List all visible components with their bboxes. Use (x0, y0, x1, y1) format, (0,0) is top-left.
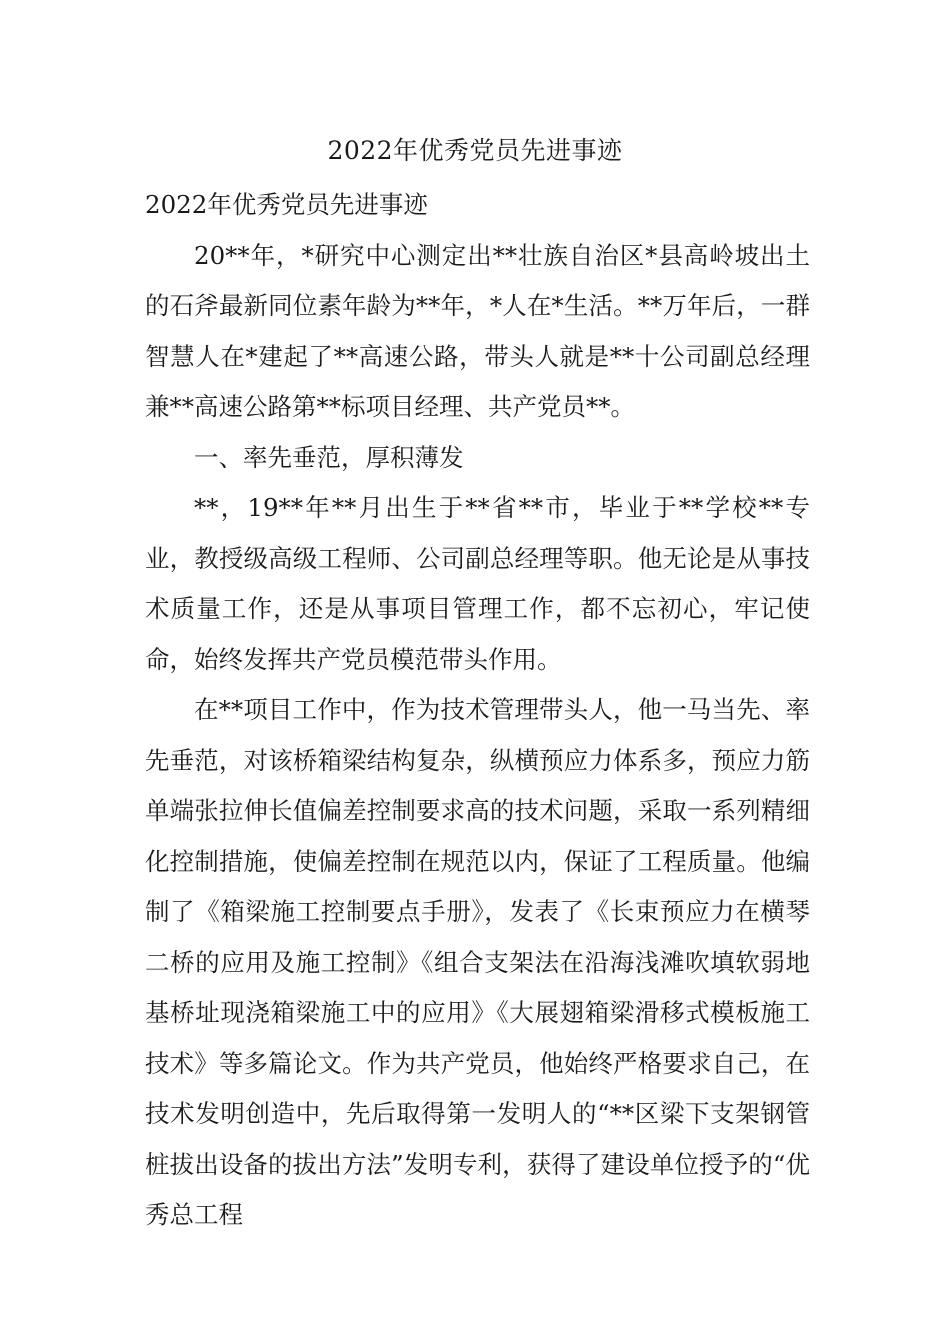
paragraph-biography: **，19**年**月出生于**省**市，毕业于**学校**专业，教授级高级工程师、公司副总经理等职。他无论是从事技术质量工作，还是从事项目管理工作，都不忘初心，牢记使命，始终发挥共产党员模范带头作用。 (145, 493, 810, 674)
document-title: 2022年优秀党员先进事迹 (327, 136, 623, 165)
paragraph-intro: 20**年，*研究中心测定出**壮族自治区*县高岭坡出土的石斧最新同位素年龄为**年，*人在*生活。**万年后，一群智慧人在*建起了**高速公路，带头人就是**十公司副总经理兼**高速公路第**标项目经理、共产党员**。 (145, 240, 810, 421)
paragraph-project-work: 在**项目工作中，作为技术管理带头人，他一马当先、率先垂范，对该桥箱梁结构复杂，纵横预应力体系多，预应力筋单端张拉伸长值偏差控制要求高的技术问题，采取一系列精细化控制措施，使偏差控制在规范以内，保证了工程质量。他编制了《箱梁施工控制要点手册》，发表了《长束预应力在横琴二桥的应用及施工控制》《组合支架法在沿海浅滩吹填软弱地基桥址现浇箱梁施工中的应用》《大展翅箱梁滑移式模板施工技术》等多篇论文。作为共产党员，他始终严格要求自己，在技术发明创造中，先后取得第一发明人的“**区梁下支架钢管桩拔出设备的拔出方法”发明专利，获得了建设单位授予的“优秀总工程 (145, 695, 810, 1229)
document-body (145, 180, 810, 1241)
section-heading: 一、率先垂范，厚积薄发 (194, 442, 464, 472)
document-subtitle: 2022年优秀党员先进事迹 (145, 190, 428, 219)
